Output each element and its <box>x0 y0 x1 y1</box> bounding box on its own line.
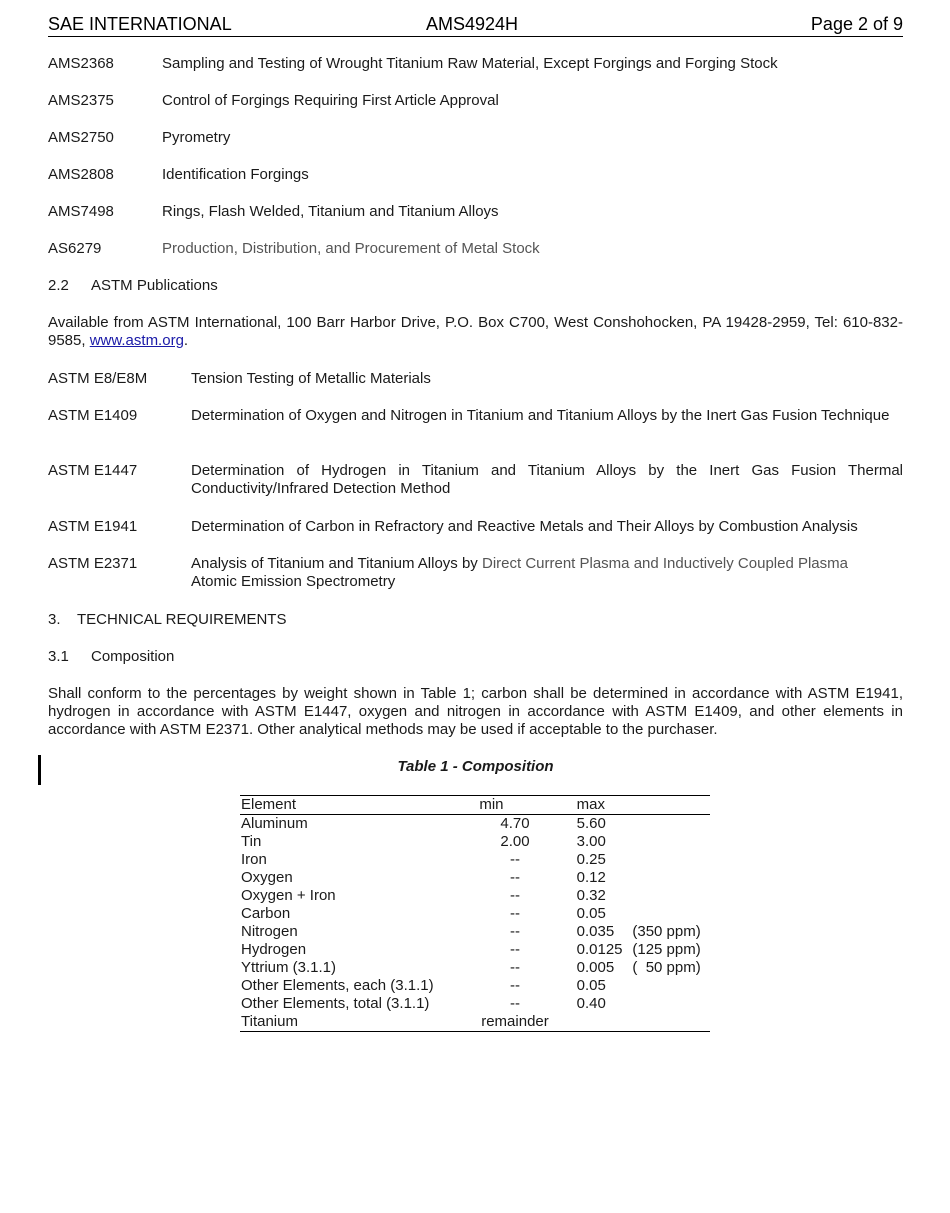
cell-max: 3.00 <box>576 833 606 850</box>
cell-max: 0.12 <box>576 869 606 886</box>
cell-ppm <box>631 869 710 887</box>
table-row <box>240 887 710 905</box>
cell-min: -- <box>509 977 520 994</box>
section-title: ASTM Publications <box>91 277 218 294</box>
table-row <box>240 959 710 977</box>
cell-element: Oxygen + Iron <box>241 887 336 904</box>
availability-end: . <box>183 332 189 349</box>
section-title: Composition <box>91 648 175 665</box>
ref-title-part: Atomic Emission Spectrometry <box>191 573 396 590</box>
cell-element: Aluminum <box>241 815 308 832</box>
cell-min: -- <box>509 869 520 886</box>
cell-min: -- <box>509 905 520 922</box>
table-row <box>240 995 710 1013</box>
cell-max: 0.035 <box>576 923 615 940</box>
cell-max: 0.0125 <box>576 941 623 958</box>
cell-ppm: (125 ppm) <box>632 941 701 958</box>
ref-title <box>191 555 903 591</box>
cell-ppm: ( 50 ppm) <box>632 959 701 976</box>
ref-code: ASTM E1447 <box>48 462 138 479</box>
cell-element: Oxygen <box>241 869 293 886</box>
ref-title: Identification Forgings <box>162 166 309 183</box>
astm-website-link[interactable]: www.astm.org <box>89 332 184 349</box>
ref-title: Tension Testing of Metallic Materials <box>191 370 431 387</box>
ref-code: AMS7498 <box>48 203 114 220</box>
cell-element: Nitrogen <box>241 923 298 940</box>
table-row <box>240 833 710 851</box>
header-page-number: Page 2 of 9 <box>810 14 903 34</box>
section-number: 3. <box>48 611 61 628</box>
ref-title: Pyrometry <box>162 129 231 146</box>
ref-code: AMS2368 <box>48 55 114 72</box>
ref-title: Sampling and Testing of Wrought Titanium Raw Material, Except Forgings and Forging Stock <box>162 55 778 72</box>
ref-title: Rings, Flash Welded, Titanium and Titanium Alloys <box>162 203 499 220</box>
section-number: 2.2 <box>48 277 69 294</box>
cell-ppm <box>631 833 710 851</box>
astm-availability-paragraph <box>48 314 903 350</box>
ref-code: ASTM E1409 <box>48 407 138 424</box>
cell-element: Other Elements, each (3.1.1) <box>241 977 434 994</box>
section-title: TECHNICAL REQUIREMENTS <box>77 611 287 628</box>
cell-element: Carbon <box>241 905 291 922</box>
ref-title: Determination of Oxygen and Nitrogen in Titanium and Titanium Alloys by the Inert Gas Fusion Technique <box>191 407 890 424</box>
cell-element: Tin <box>241 833 262 850</box>
table-row <box>240 869 710 887</box>
cell-min: 2.00 <box>500 833 530 850</box>
cell-max: 0.25 <box>576 851 606 868</box>
cell-element: Other Elements, total (3.1.1) <box>241 995 430 1012</box>
revision-change-bar <box>38 755 41 785</box>
header-doc-number: AMS4924H <box>426 14 519 34</box>
ref-title: Determination of Carbon in Refractory and Reactive Metals and Their Alloys by Combustion Analysis <box>191 518 858 535</box>
cell-min: -- <box>509 851 520 868</box>
ref-title: Production, Distribution, and Procurement of Metal Stock <box>162 240 540 257</box>
cell-element: Titanium <box>241 1013 298 1030</box>
ref-title: Determination of Hydrogen in Titanium and Titanium Alloys by the Inert Gas Fusion Thermal Conductivity/Infrared Detection Method <box>191 462 903 497</box>
page-header <box>48 12 903 37</box>
header-min: min <box>479 796 504 813</box>
ref-title: Control of Forgings Requiring First Article Approval <box>162 92 499 109</box>
ref-code: ASTM E2371 <box>48 555 138 572</box>
header-org: SAE INTERNATIONAL <box>48 14 232 34</box>
section-heading-3-1 <box>48 648 174 666</box>
cell-max: 0.05 <box>576 905 606 922</box>
section-heading-3 <box>48 611 286 629</box>
table-row <box>240 905 710 923</box>
cell-element: Yttrium (3.1.1) <box>241 959 337 976</box>
cell-ppm <box>631 815 710 834</box>
cell-max: 0.05 <box>576 977 606 994</box>
cell-ppm <box>631 905 710 923</box>
cell-max: 0.005 <box>576 959 615 976</box>
cell-max: 5.60 <box>576 815 606 832</box>
cell-ppm: (350 ppm) <box>632 923 701 940</box>
table-caption: Table 1 - Composition <box>397 758 554 775</box>
composition-table <box>240 795 710 1032</box>
header-ppm <box>631 796 710 815</box>
cell-min: -- <box>509 959 520 976</box>
cell-ppm <box>631 995 710 1013</box>
ref-code: AMS2750 <box>48 129 114 146</box>
cell-min: -- <box>509 995 520 1012</box>
ref-code: ASTM E1941 <box>48 518 138 535</box>
table-header-row <box>240 796 710 815</box>
cell-ppm <box>631 977 710 995</box>
header-element: Element <box>241 796 297 813</box>
ref-title-part: Analysis of Titanium and Titanium Alloys by <box>191 555 482 572</box>
header-max: max <box>576 796 605 813</box>
table-row <box>240 941 710 959</box>
cell-ppm <box>631 887 710 905</box>
table-row <box>240 851 710 869</box>
cell-ppm <box>631 851 710 869</box>
ref-code: AMS2808 <box>48 166 114 183</box>
section-number: 3.1 <box>48 648 69 665</box>
cell-min: remainder <box>481 1013 549 1030</box>
cell-min: -- <box>509 923 520 940</box>
ref-title-part: Direct Current Plasma and Inductively Coupled Plasma <box>481 555 848 572</box>
table-row <box>240 977 710 995</box>
section-heading-2-2 <box>48 277 218 295</box>
cell-min: -- <box>509 941 520 958</box>
ref-code: AS6279 <box>48 240 102 257</box>
table-row <box>240 1013 710 1032</box>
availability-text: Available from ASTM International, 100 Barr Harbor Drive, P.O. Box C700, West Conshohocken, PA 19428-2959, Tel: 610-832-9585, <box>48 314 903 349</box>
cell-min: 4.70 <box>500 815 530 832</box>
table-row <box>240 923 710 941</box>
table-row <box>240 815 710 834</box>
cell-ppm <box>631 1013 710 1032</box>
cell-element: Hydrogen <box>241 941 307 958</box>
cell-max: 0.32 <box>576 887 606 904</box>
ref-code: ASTM E8/E8M <box>48 370 148 387</box>
cell-max <box>566 1013 632 1032</box>
cell-max: 0.40 <box>576 995 606 1012</box>
cell-min: -- <box>509 887 520 904</box>
composition-paragraph: Shall conform to the percentages by weight shown in Table 1; carbon shall be determined in accordance with ASTM E1941, hydrogen in accordance with ASTM E1447, oxygen and nitrogen in accordance with ASTM E1409, and other elements in accordance with ASTM E2371. Other analytical methods may be used if acceptable to the purchaser. <box>48 685 903 738</box>
ref-code: AMS2375 <box>48 92 114 109</box>
cell-element: Iron <box>241 851 267 868</box>
